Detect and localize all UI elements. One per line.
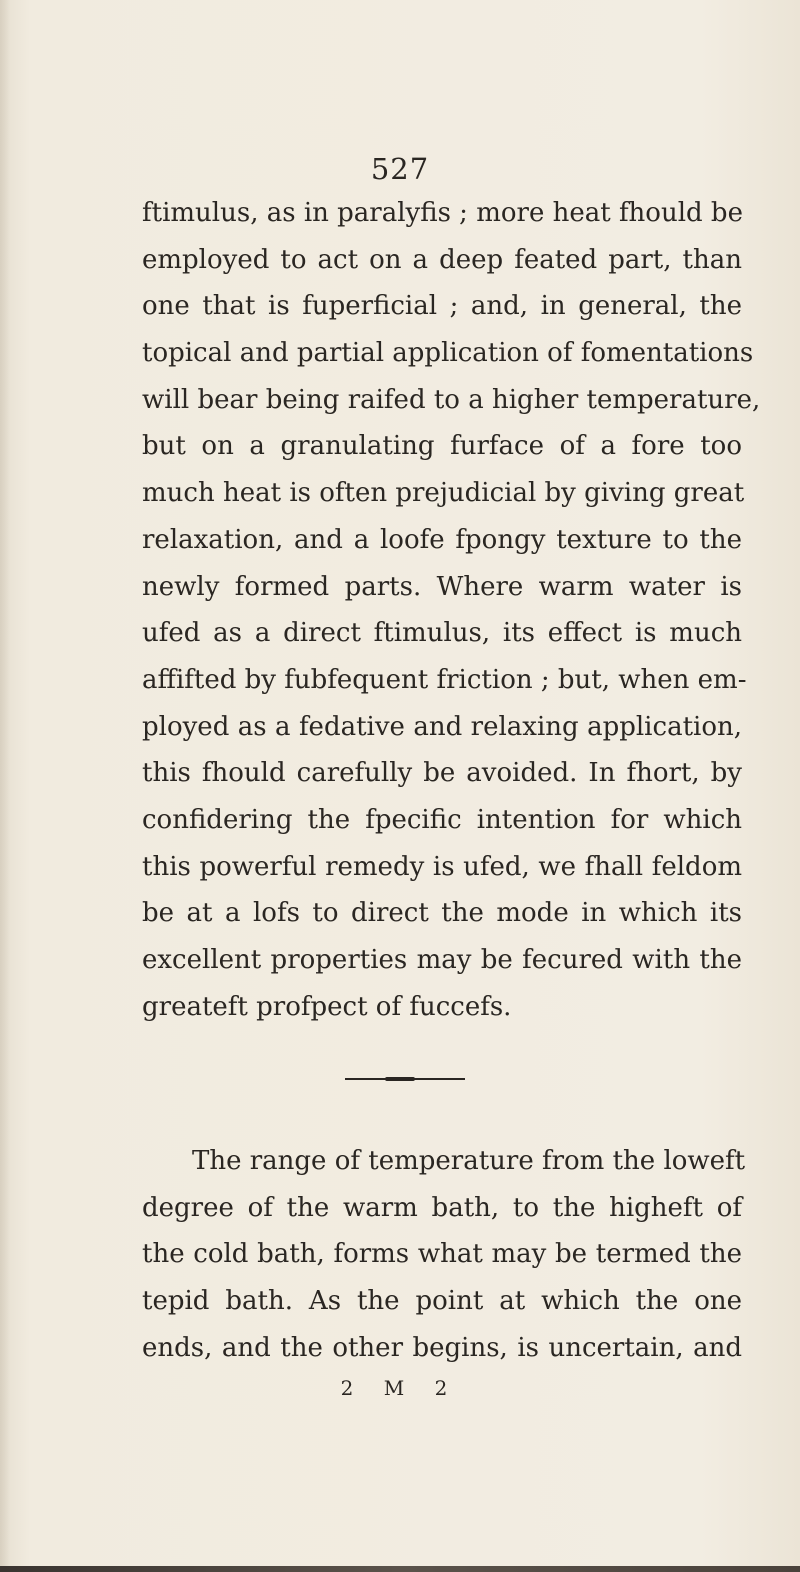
section-divider [345, 1078, 465, 1080]
text-line: this powerful remedy is ufed, we fhall feldom [142, 851, 742, 882]
text-line: tepid bath. As the point at which the one [142, 1286, 742, 1317]
text-line: one that is fuperficial ; and, in general, the [142, 291, 742, 322]
text-line: ployed as a fedative and relaxing application, [142, 711, 742, 742]
text-line: much heat is often prejudicial by giving great [142, 478, 745, 509]
text-line: be at a lofs to direct the mode in which its [142, 898, 742, 929]
text-line: affifted by fubfequent friction ; but, when em- [142, 664, 747, 695]
signature-mark: 2 M 2 [340, 1376, 460, 1400]
text-line: The range of temperature from the loweft [192, 1146, 746, 1176]
text-line: degree of the warm bath, to the higheft of [142, 1192, 742, 1223]
page-gutter-shadow [0, 0, 10, 1572]
text-line: ends, and the other begins, is uncertain, and [142, 1332, 742, 1363]
page-number: 527 [370, 152, 430, 186]
text-line: ufed as a direct ftimulus, its effect is much [142, 618, 742, 649]
text-line: this fhould carefully be avoided. In fhort, by [142, 758, 742, 789]
text-line: the cold bath, forms what may be termed the [142, 1239, 742, 1270]
text-line: relaxation, and a loofe fpongy texture to the [142, 524, 742, 555]
text-line: but on a granulating furface of a fore too [142, 431, 742, 462]
text-line: confidering the fpecific intention for which [142, 804, 742, 835]
page-bottom-edge [0, 1566, 800, 1572]
paragraph-1 [142, 190, 761, 1030]
text-line: newly formed parts. Where warm water is [142, 571, 742, 602]
text-line: excellent properties may be fecured with the [142, 945, 742, 975]
text-line: topical and partial application of fomentations [142, 338, 754, 369]
text-line: ftimulus, as in paralyfis ; more heat fhould be [142, 198, 743, 228]
text-line: will bear being raifed to a higher temperature, [142, 384, 761, 415]
paragraph-2 [142, 1138, 746, 1371]
text-line: employed to act on a deep feated part, than [142, 244, 742, 275]
text-line: greateft profpect of fuccefs. [142, 991, 512, 1022]
